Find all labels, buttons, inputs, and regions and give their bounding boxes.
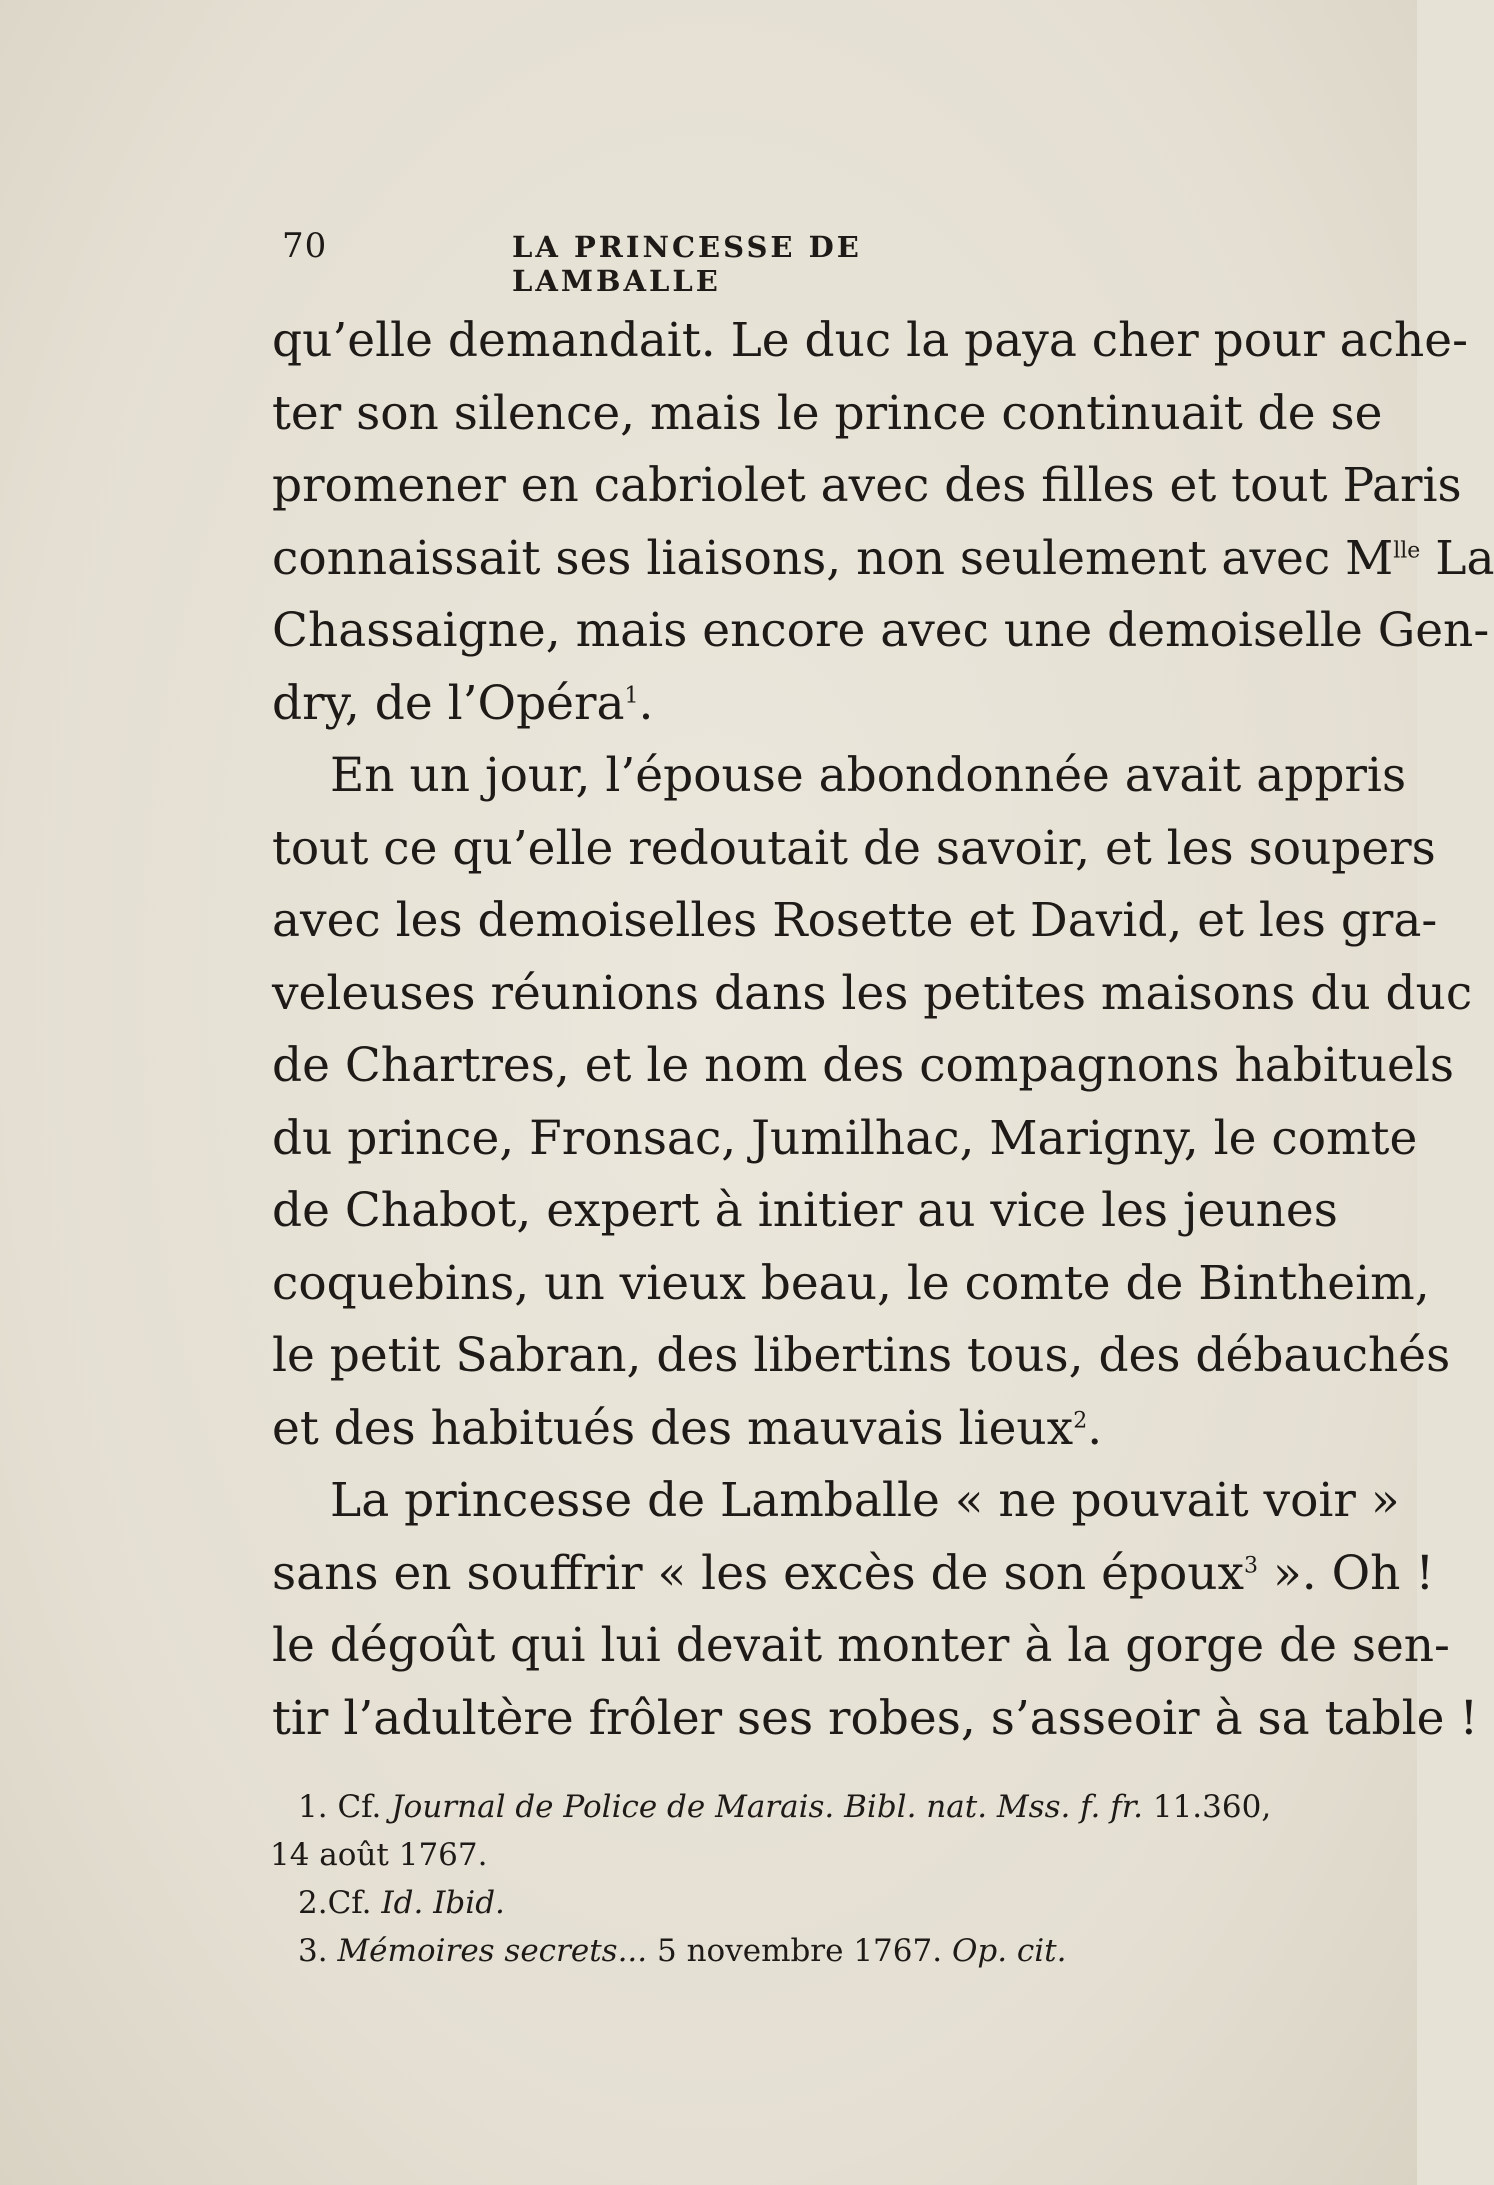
text-line: du prince, Fronsac, Jumilhac, Marigny, le comte <box>272 1110 1418 1166</box>
text-line <box>272 523 1494 596</box>
text-line: tir l’adultère frôler ses robes, s’asseoir à sa table ! <box>272 1690 1479 1746</box>
text-line <box>272 1393 1296 1466</box>
page-header <box>282 226 1082 298</box>
footnote-1-continued: 14 août 1767. <box>270 1837 488 1873</box>
running-head: LA PRINCESSE DE LAMBALLE <box>512 230 862 298</box>
paragraph-2 <box>272 740 1473 1465</box>
text-line <box>272 1538 1435 1611</box>
line-text: sans en souffrir « les excès de son époux <box>272 1545 1245 1601</box>
footnote-source-2: Op. cit. <box>951 1933 1067 1969</box>
body-text <box>272 305 1494 1755</box>
footnote-number: 3. <box>298 1933 328 1969</box>
footnotes <box>270 1783 1290 1975</box>
text-line: Chassaigne, mais encore avec une demoiselle Gen- <box>272 603 1490 658</box>
footnote-3 <box>270 1927 1290 1975</box>
text-line: coquebins, un vieux beau, le comte de Bintheim, <box>272 1255 1430 1311</box>
text-line: En un jour, l’épouse abondonnée avait appris <box>330 748 1407 803</box>
footnote-2 <box>270 1879 1290 1927</box>
footnote-prefix: Cf. <box>327 1885 372 1921</box>
text-line: promener en cabriolet avec des filles et tout Paris <box>272 458 1462 513</box>
line-tail: La <box>1420 530 1494 586</box>
line-tail: ». Oh ! <box>1258 1545 1435 1601</box>
footnote-suffix: 5 novembre 1767. <box>657 1933 943 1969</box>
superscript-abbrev: lle <box>1393 537 1421 563</box>
text-line: veleuses réunions dans les petites maisons du duc <box>272 965 1473 1021</box>
footnote-prefix: Cf. <box>337 1789 382 1825</box>
text-line: La princesse de Lamballe « ne pouvait voir » <box>330 1473 1400 1528</box>
footnote-source: Journal de Police de Marais. Bibl. nat. Mss. f. fr. <box>391 1789 1143 1825</box>
line-text: connaissait ses liaisons, non seulement avec M <box>272 530 1394 586</box>
paragraph-1 <box>272 305 1494 740</box>
text-line: le dégoût qui lui devait monter à la gorge de sen- <box>272 1618 1450 1673</box>
footnote-number: 2. <box>298 1885 328 1921</box>
text-line: tout ce qu’elle redoutait de savoir, et les soupers <box>272 820 1436 876</box>
text-line <box>272 668 1296 741</box>
line-tail: . <box>1087 1400 1103 1456</box>
line-text: et des habitués des mauvais lieux <box>272 1400 1074 1456</box>
line-tail: . <box>638 675 654 731</box>
text-line: de Chabot, expert à initier au vice les jeunes <box>272 1183 1338 1238</box>
footnote-source: Id. Ibid. <box>381 1885 505 1921</box>
footnote-source: Mémoires secrets... <box>337 1933 648 1969</box>
line-text: dry, de l’Opéra <box>272 675 625 731</box>
footnote-ref[interactable]: 1 <box>624 682 639 708</box>
text-line: de Chartres, et le nom des compagnons habituels <box>272 1038 1454 1093</box>
footnote-suffix: 11.360, <box>1152 1789 1272 1825</box>
footnote-number: 1. <box>298 1789 328 1825</box>
page-number: 70 <box>282 226 328 266</box>
paragraph-3 <box>272 1465 1479 1755</box>
footnote-ref[interactable]: 2 <box>1073 1407 1088 1433</box>
text-line: le petit Sabran, des libertins tous, des débauchés <box>272 1328 1451 1383</box>
footnote-1 <box>270 1783 1290 1831</box>
text-line: ter son silence, mais le prince continuait de se <box>272 385 1383 441</box>
text-line: avec les demoiselles Rosette et David, et les gra- <box>272 893 1438 948</box>
text-line: qu’elle demandait. Le duc la paya cher pour ache- <box>272 313 1468 368</box>
footnote-ref[interactable]: 3 <box>1244 1552 1259 1578</box>
